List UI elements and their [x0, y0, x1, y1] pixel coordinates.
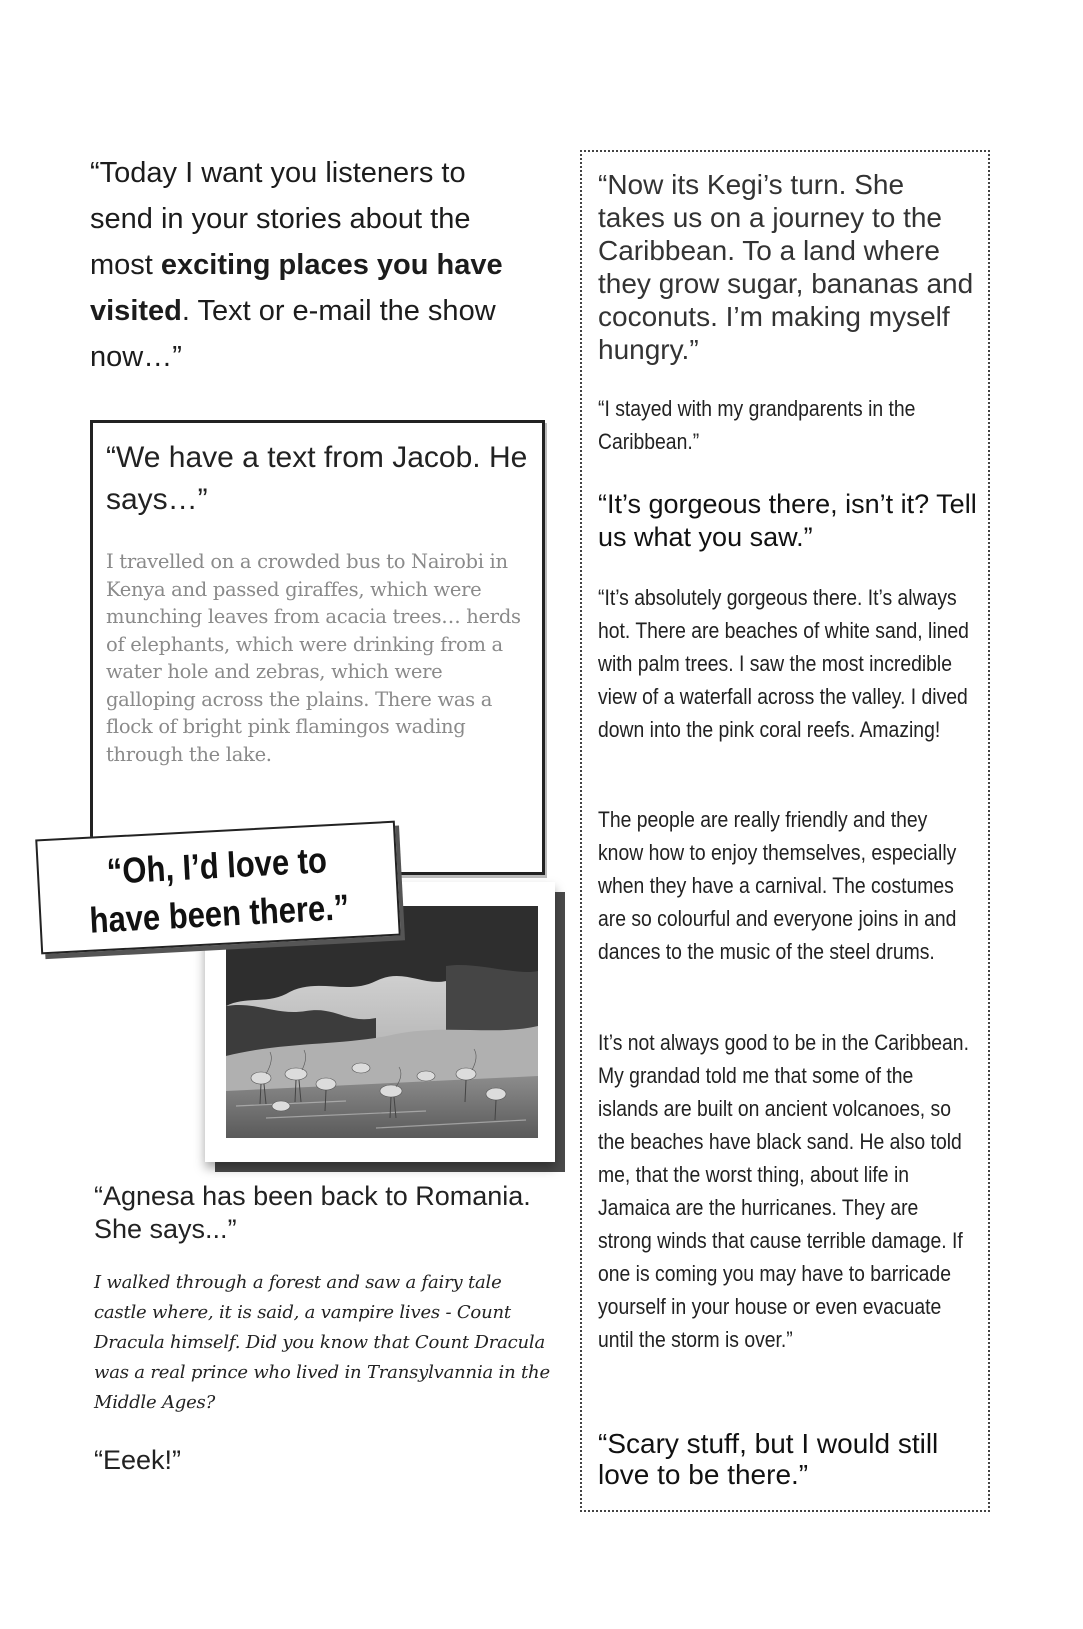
agnesa-intro: “Agnesa has been back to Romania. She says...” [94, 1181, 531, 1244]
jacob-message: I travelled on a crowded bus to Nairobi in Kenya and passed giraffes, which were munching leaves from acacia trees… herds of elephants, which were drinking from a water hole and zebras, which were galloping across the plains. There was a flock of bright pink flamingos wading through the lake. [106, 550, 521, 766]
kegi-paragraph-3: The people are really friendly and they know how to enjoy themselves, especially when they have a carnival. The costumes are so colourful and everyone joins in and dances to the music of the steel drums. [598, 807, 957, 964]
kegi-paragraph-2: “It’s absolutely gorgeous there. It’s always hot. There are beaches of white sand, lined with palm trees. I saw the most incredible view of a waterfall across the valley. I dived down into the pink coral reefs. Amazing! [598, 585, 969, 742]
intro-bold-text: exciting places you have visited [90, 249, 503, 327]
intro-paragraph [90, 150, 530, 380]
jacob-intro: “We have a text from Jacob. He says…” [106, 441, 528, 516]
host-closing: “Scary stuff, but I would still love to be there.” [598, 1428, 939, 1490]
host-reply-gorgeous: “It’s gorgeous there, isn’t it? Tell us what you saw.” [598, 489, 977, 552]
kegi-paragraph-1: “I stayed with my grandparents in the Caribbean.” [598, 396, 916, 454]
quote-text [63, 834, 374, 946]
agnesa-message: I walked through a forest and saw a fairy tale castle where, it is said, a vampire lives - Count Dracula himself. Did you know that Count Dracula was a real prince who lived in Transylvannia in the Middle Ages? [94, 1272, 550, 1413]
intro-text-2: . Text or e-mail the show now…” [90, 295, 496, 373]
host-reply-eeek: “Eeek!” [94, 1445, 182, 1475]
quote-card [35, 821, 401, 955]
quote-line-2: have been there.” [88, 886, 351, 941]
quote-line-1: “Oh, I’d love to [105, 839, 328, 892]
kegi-paragraph-4: It’s not always good to be in the Caribbean. My grandad told me that some of the islands are built on ancient volcanoes, so the beaches have black sand. He also told me, that the worst thing, about life in Jamaica are the hurricanes. They are strong winds that cause terrible damage. If one is coming you may have to barricade yourself in your house or even evacuate until the storm is over.” [598, 1030, 969, 1352]
intro-text-1: “Today I want you listeners to send in your stories about the most [90, 157, 471, 281]
kegi-intro: “Now its Kegi’s turn. She takes us on a journey to the Caribbean. To a land where they grow sugar, bananas and coconuts. I’m making myself hungry.” [598, 169, 974, 365]
